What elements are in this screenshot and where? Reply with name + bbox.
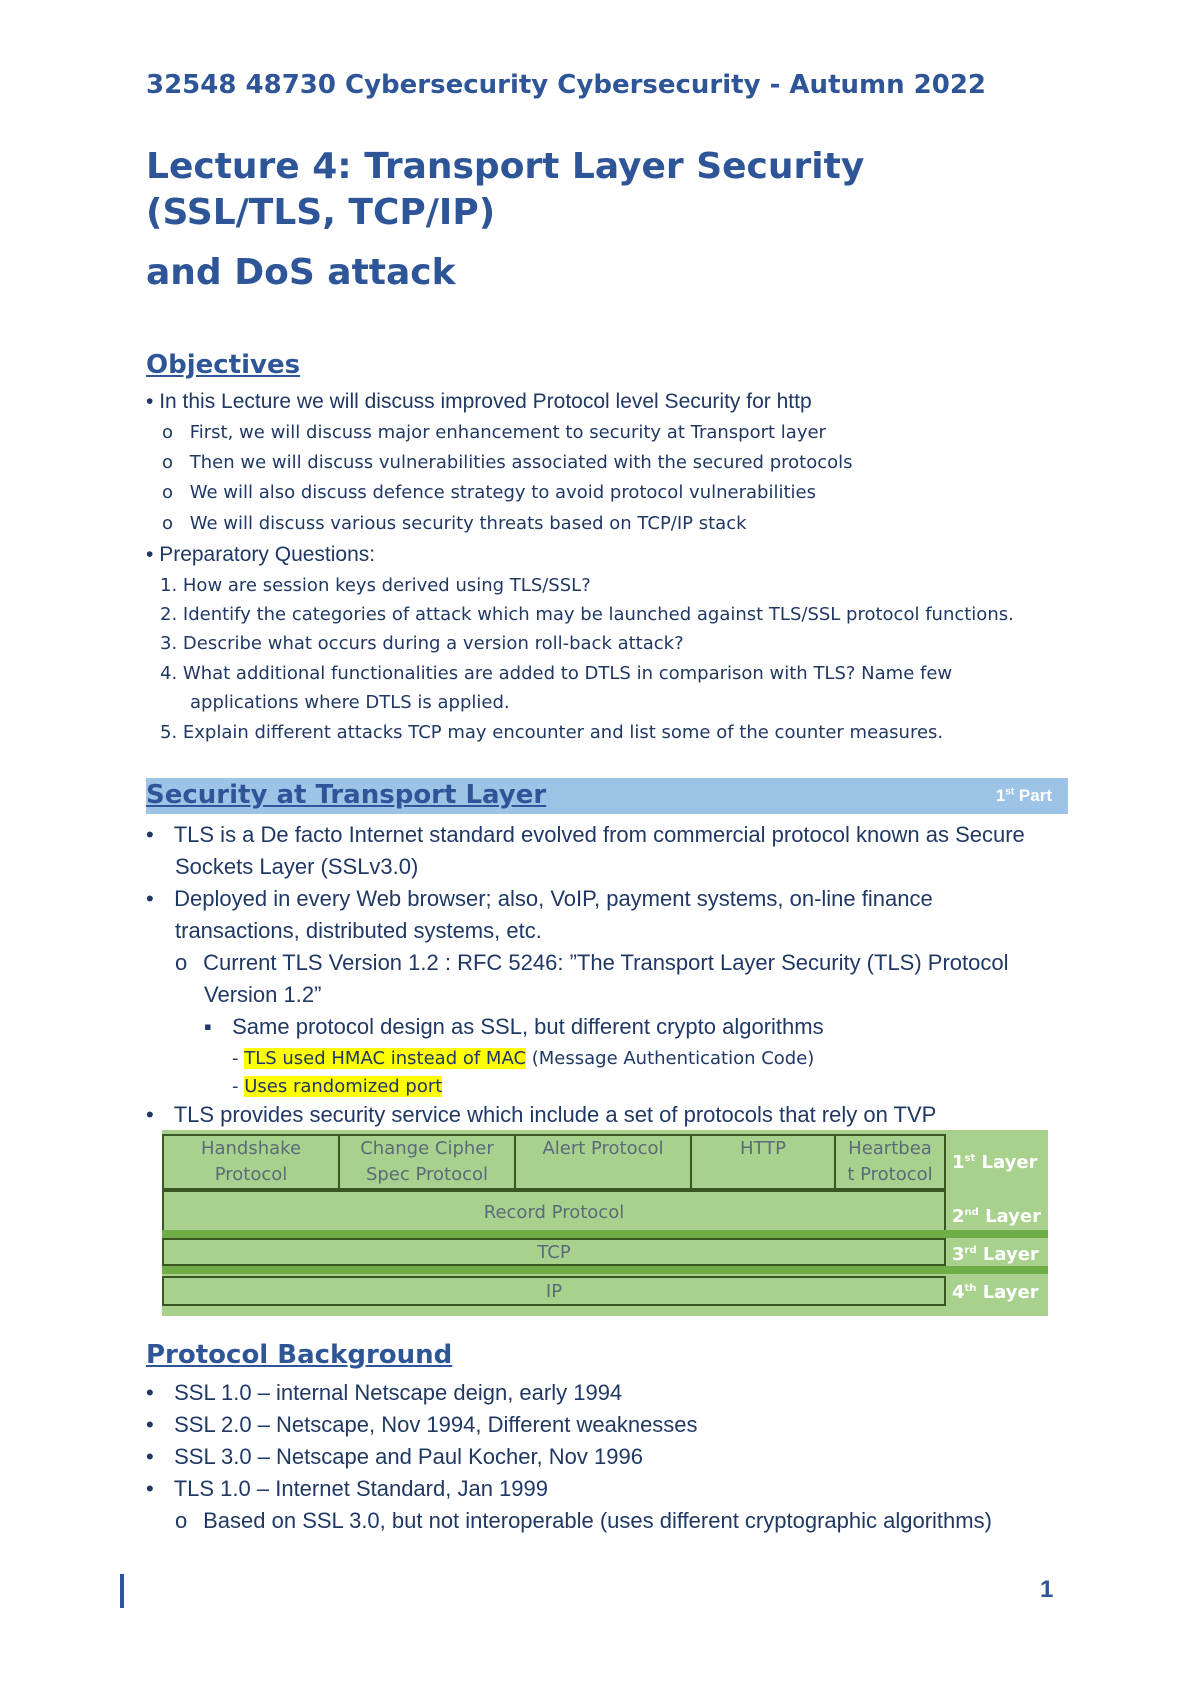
question-item: 5. Explain different attacks TCP may encounter and list some of the counter measures. [160,722,944,743]
page-number: 1 [1040,1576,1054,1603]
layer-label: 1st Layer [952,1152,1038,1173]
stack-cell-alert: Alert Protocol [514,1134,692,1190]
bullet-item: • SSL 1.0 – internal Netscape deign, early 1994 [146,1380,623,1405]
stack-cell-ip: IP [162,1276,946,1306]
bullet-icon: • [146,886,154,911]
objective-item: o We will discuss various security threats based on TCP/IP stack [162,513,747,534]
stack-divider [162,1230,1048,1238]
stack-divider [162,1266,1048,1274]
bullet-item: • SSL 3.0 – Netscape and Paul Kocher, Nov 1996 [146,1444,643,1469]
part-label: 1st Part [995,786,1052,805]
sub-sub-bullet-item: ▪ Same protocol design as SSL, but different crypto algorithms [204,1014,824,1039]
stack-cell-change-cipher: Change Cipher Spec Protocol [338,1134,516,1190]
transport-heading: Security at Transport Layer [146,780,547,810]
bullet-icon: • [146,390,160,413]
objective-item: o We will also discuss defence strategy to avoid protocol vulnerabilities [162,482,816,503]
lecture-title-line-2: (SSL/TLS, TCP/IP) [146,192,496,233]
stack-cell-tcp: TCP [162,1238,946,1266]
sub-bullet-item: o Based on SSL 3.0, but not interoperable (uses different cryptographic algorithms) [175,1508,992,1533]
bullet-icon: • [146,1476,154,1501]
bullet-icon: • [146,1380,154,1405]
bullet-icon: • [146,1444,154,1469]
bullet-item: • SSL 2.0 – Netscape, Nov 1994, Different weaknesses [146,1412,698,1437]
bullet-item-continued: transactions, distributed systems, etc. [175,918,542,943]
circle-bullet-icon: o [162,452,174,473]
highlighted-text: Uses randomized port [244,1076,443,1097]
dash-item: - Uses randomized port [232,1076,443,1097]
circle-bullet-icon: o [162,482,174,503]
lecture-subtitle: and DoS attack [146,252,456,293]
lecture-title-line-1: Lecture 4: Transport Layer Security [146,146,865,187]
question-item: 1. How are session keys derived using TLS/SSL? [160,575,591,596]
highlighted-text: TLS used HMAC instead of MAC [244,1048,527,1069]
bullet-icon: • [146,1102,154,1127]
dash-item: - TLS used HMAC instead of MAC (Message Authentication Code) [232,1048,815,1069]
square-bullet-icon: ▪ [204,1014,212,1039]
lecture-title [146,144,864,236]
objective-item: o Then we will discuss vulnerabilities associated with the secured protocols [162,452,853,473]
background-heading: Protocol Background [146,1340,453,1370]
bullet-icon: • [146,822,154,847]
course-title: 32548 48730 Cybersecurity Cybersecurity - Autumn 2022 [146,70,987,100]
objectives-heading: Objectives [146,350,301,380]
stack-cell-record: Record Protocol [162,1190,946,1232]
question-item: 3. Describe what occurs during a version roll-back attack? [160,633,684,654]
protocol-stack-diagram [162,1130,1048,1316]
bullet-item: • Deployed in every Web browser; also, VoIP, payment systems, on-line finance [146,886,933,911]
question-item: 4. What additional functionalities are added to DTLS in comparison with TLS? Name few [160,663,953,684]
stack-cell-http: HTTP [690,1134,836,1190]
bullet-item: • TLS is a De facto Internet standard evolved from commercial protocol known as Secure [146,822,1025,847]
question-item: 2. Identify the categories of attack which may be launched against TLS/SSL protocol functions. [160,604,1014,625]
circle-bullet-icon: o [162,513,174,534]
circle-bullet-icon: o [175,950,188,975]
layer-label: 4th Layer [952,1282,1039,1303]
bullet-item-continued: Sockets Layer (SSLv3.0) [175,854,419,879]
objective-item: o First, we will discuss major enhancement to security at Transport layer [162,422,826,443]
bullet-item: • TLS 1.0 – Internet Standard, Jan 1999 [146,1476,548,1501]
layer-label: 3rd Layer [952,1244,1039,1265]
sub-bullet-item: o Current TLS Version 1.2 : RFC 5246: ”The Transport Layer Security (TLS) Protocol [175,950,1009,975]
bullet-icon: • [146,543,160,566]
footer-bar [120,1574,124,1608]
circle-bullet-icon: o [162,422,174,443]
circle-bullet-icon: o [175,1508,188,1533]
sub-bullet-item-continued: Version 1.2” [204,982,322,1007]
stack-cell-handshake: Handshake Protocol [162,1134,340,1190]
objectives-intro: • In this Lecture we will discuss improved Protocol level Security for http [146,390,812,413]
layer-label: 2nd Layer [952,1206,1041,1227]
question-item-continued: applications where DTLS is applied. [190,692,510,713]
bullet-icon: • [146,1412,154,1437]
bullet-item: • TLS provides security service which include a set of protocols that rely on TVP [146,1102,937,1127]
preparatory-heading: • Preparatory Questions: [146,543,376,566]
stack-cell-heartbeat: Heartbea t Protocol [834,1134,946,1190]
